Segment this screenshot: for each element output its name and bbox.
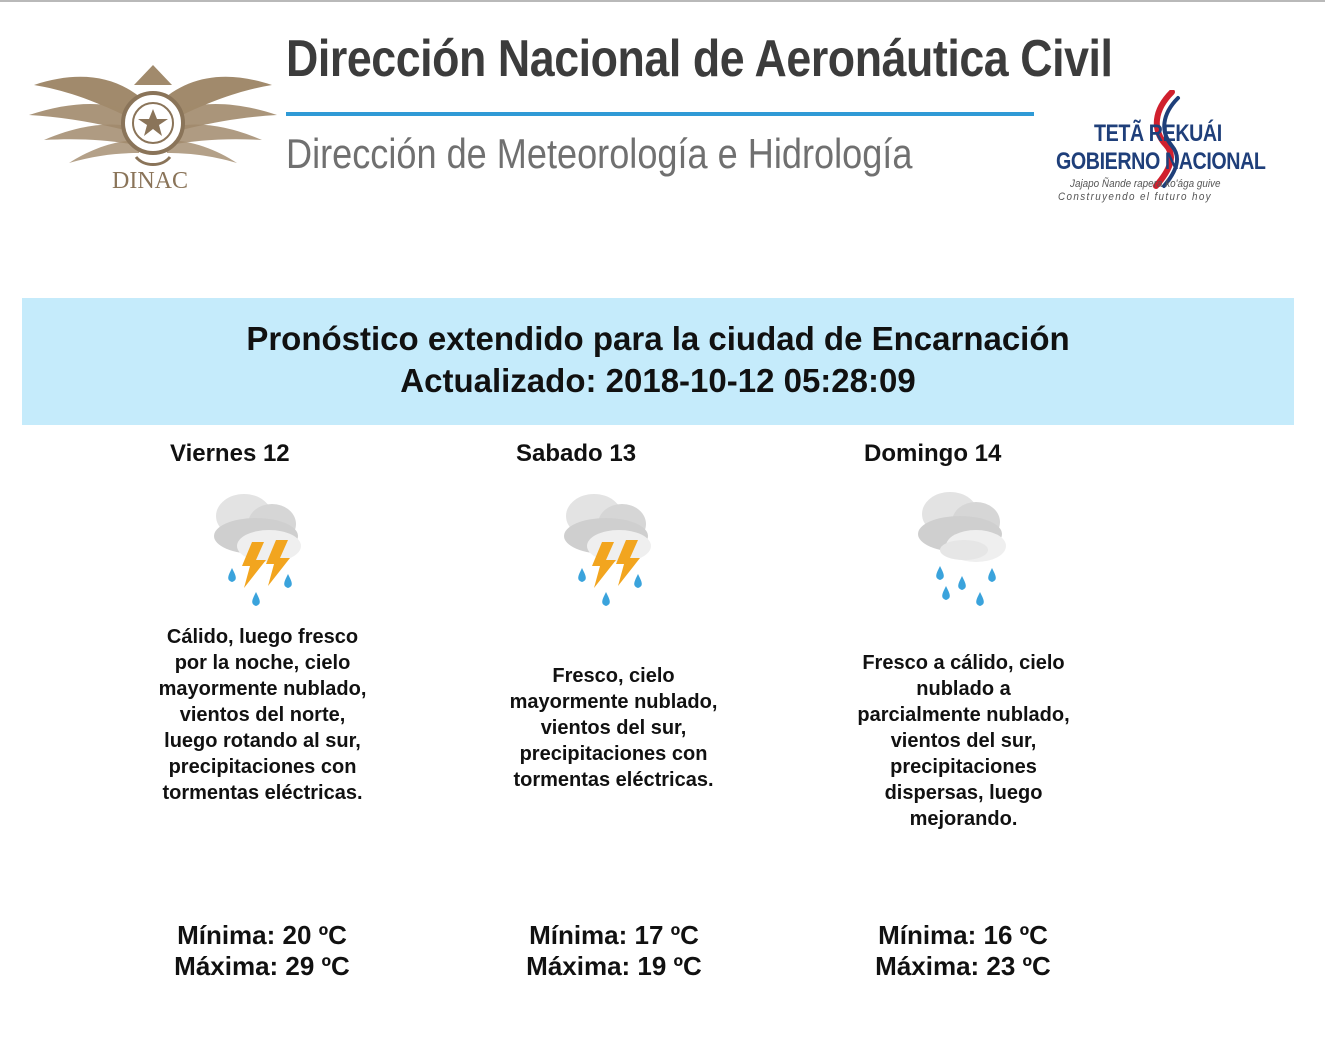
day-name: Viernes 12 — [170, 440, 290, 467]
forecast-day-card — [82, 436, 442, 996]
agency-subtitle: Dirección de Meteorología e Hidrología — [286, 130, 913, 177]
day-name: Domingo 14 — [864, 440, 1002, 467]
storm-rain-icon — [554, 484, 664, 619]
min-temperature: Mínima: 20 ºC — [177, 920, 347, 950]
title-divider — [286, 112, 1034, 116]
forecast-title: Pronóstico extendido para la ciudad de Encarnación — [246, 320, 1070, 357]
top-border — [0, 0, 1325, 2]
day-name: Sabado 13 — [516, 440, 637, 467]
forecast-day-card — [432, 436, 792, 996]
max-temperature: Máxima: 23 ºC — [875, 951, 1051, 981]
max-temperature: Máxima: 19 ºC — [526, 951, 702, 981]
gov-logo-line2: GOBIERNO NACIONAL — [1056, 148, 1266, 175]
min-temperature: Mínima: 16 ºC — [878, 920, 1048, 950]
day-description: Cálido, luego fresco por la noche, cielo mayormente nublado, vientos del norte, luego rotando al sur, precipitaciones con tormentas eléctricas. — [158, 626, 367, 804]
max-temperature: Máxima: 29 ºC — [174, 951, 350, 981]
day-description: Fresco a cálido, cielo nublado a parcialmente nublado, vientos del sur, precipitaciones dispersas, luego mejorando. — [857, 652, 1070, 830]
gov-logo-line1: TETÃ REKUÁI — [1094, 120, 1222, 147]
dinac-logo-text: DINAC — [112, 168, 188, 194]
dinac-logo — [24, 45, 282, 225]
storm-rain-icon — [204, 484, 314, 619]
gov-tagline-guarani: Jajapo Ñande rapera ko'ága guive — [1070, 178, 1221, 190]
forecast-updated-timestamp: Actualizado: 2018-10-12 05:28:09 — [400, 362, 916, 399]
forecast-day-card — [782, 436, 1142, 996]
day-description: Fresco, cielo mayormente nublado, vientos del sur, precipitaciones con tormentas eléctricas. — [509, 665, 718, 791]
header-banner — [24, 25, 1286, 215]
gobierno-nacional-logo — [1054, 90, 1284, 210]
min-temperature: Mínima: 17 ºC — [529, 920, 699, 950]
forecast-header — [22, 298, 1294, 425]
agency-title: Dirección Nacional de Aeronáutica Civil — [286, 30, 1113, 88]
gov-tagline-spanish: Construyendo el futuro hoy — [1058, 191, 1212, 203]
cloud-rain-icon — [910, 484, 1020, 619]
